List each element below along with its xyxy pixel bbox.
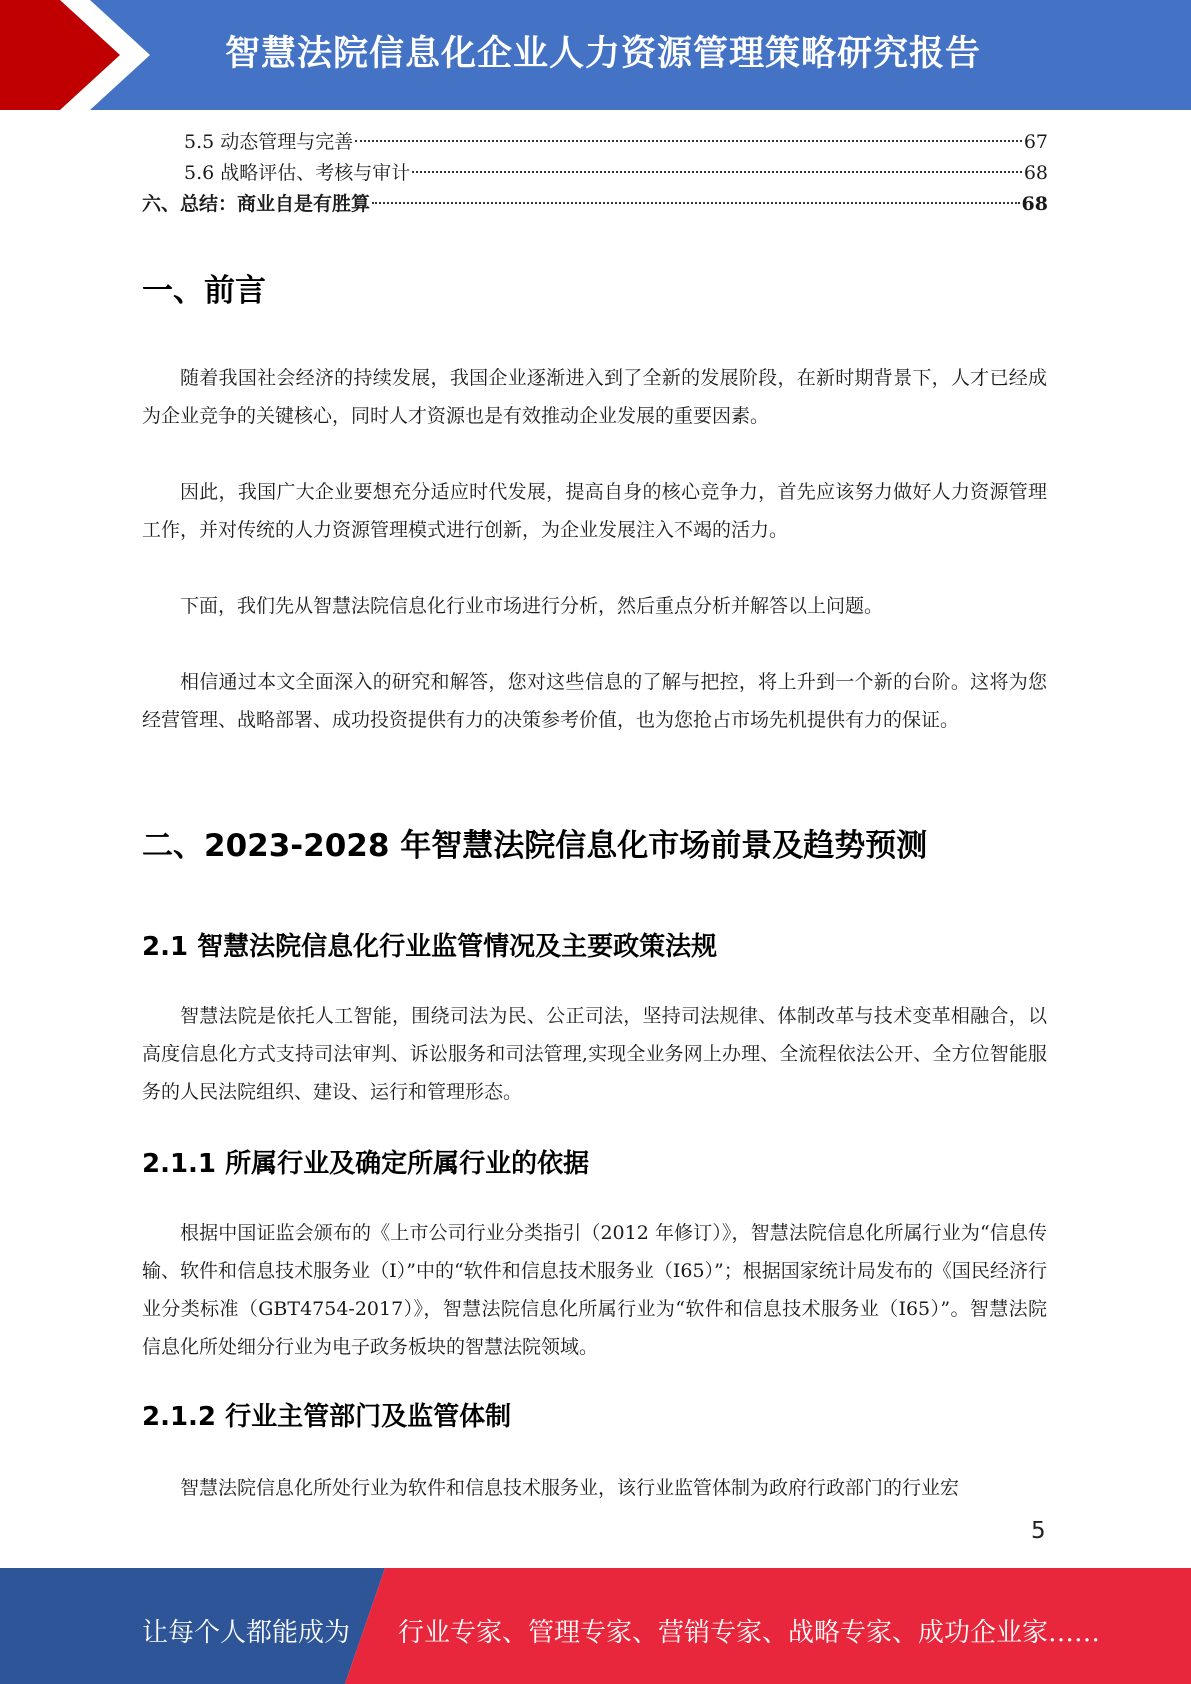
toc-entry-page: 68: [1021, 193, 1048, 215]
table-of-contents: [142, 127, 1048, 220]
heading-section-2-1: 2.1 智慧法院信息化行业监管情况及主要政策法规: [142, 932, 718, 962]
toc-dot-leader: [372, 202, 1020, 204]
toc-dot-leader: [412, 171, 1022, 173]
section-2-1-1-paragraph: 根据中国证监会颁布的《上市公司行业分类指引（2012 年修订）》，智慧法院信息化所属行业为“信息传输、软件和信息技术服务业（I）”中的“软件和信息技术服务业（I65）”；根据国家统计局发布的《国民经济行业分类标准（GBT4754-2017）》，智慧法院信息化所属行业为“软件和信息技术服务业（I65）”。智慧法院信息化所处细分行业为电子政务板块的智慧法院领域。: [142, 1222, 1047, 1358]
toc-entry-label: 5.6 战略评估、考核与审计: [184, 162, 411, 184]
preface-paragraph-4: 相信通过本文全面深入的研究和解答，您对这些信息的了解与把控，将上升到一个新的台阶。这将为您经营管理、战略部署、成功投资提供有力的决策参考价值，也为您抢占市场先机提供有力的保证。: [142, 671, 1047, 731]
toc-entry[interactable]: [142, 127, 1048, 158]
page-number: 5: [1031, 1518, 1046, 1544]
toc-entry[interactable]: [142, 189, 1048, 220]
preface-paragraph-3: 下面，我们先从智慧法院信息化行业市场进行分析，然后重点分析并解答以上问题。: [180, 595, 884, 617]
page-footer: [0, 1568, 1191, 1684]
heading-chapter-2: 二、2023-2028 年智慧法院信息化市场前景及趋势预测: [142, 828, 928, 864]
toc-entry-label: 六、总结：商业自是有胜算: [142, 193, 371, 215]
toc-entry-page: 67: [1023, 131, 1048, 153]
section-2-1-paragraph: 智慧法院是依托人工智能，围绕司法为民、公正司法，坚持司法规律、体制改革与技术变革相融合，以高度信息化方式支持司法审判、诉讼服务和司法管理,实现全业务网上办理、全流程依法公开、全方位智能服务的人民法院组织、建设、运行和管理形态。: [142, 1005, 1047, 1103]
preface-paragraph-1: 随着我国社会经济的持续发展，我国企业逐渐进入到了全新的发展阶段，在新时期背景下，人才已经成为企业竞争的关键核心，同时人才资源也是有效推动企业发展的重要因素。: [142, 367, 1047, 427]
toc-entry-page: 68: [1023, 162, 1048, 184]
footer-slogan-right: 行业专家、管理专家、营销专家、战略专家、成功企业家……: [398, 1618, 1101, 1648]
page-header: [0, 0, 1191, 110]
preface-paragraph-2: 因此，我国广大企业要想充分适应时代发展，提高自身的核心竞争力，首先应该努力做好人力资源管理工作，并对传统的人力资源管理模式进行创新，为企业发展注入不竭的活力。: [142, 481, 1047, 541]
section-2-1-2-paragraph: 智慧法院信息化所处行业为软件和信息技术服务业，该行业监管体制为政府行政部门的行业宏: [180, 1477, 960, 1499]
report-title: 智慧法院信息化企业人力资源管理策略研究报告: [225, 34, 982, 74]
heading-preface: 一、前言: [142, 273, 266, 309]
toc-entry-label: 5.5 动态管理与完善: [184, 131, 354, 153]
footer-slogan-left: 让每个人都能成为: [142, 1618, 351, 1648]
heading-section-2-1-1: 2.1.1 所属行业及确定所属行业的依据: [142, 1149, 590, 1179]
toc-dot-leader: [355, 140, 1022, 142]
heading-section-2-1-2: 2.1.2 行业主管部门及监管体制: [142, 1402, 512, 1432]
toc-entry[interactable]: [142, 158, 1048, 189]
